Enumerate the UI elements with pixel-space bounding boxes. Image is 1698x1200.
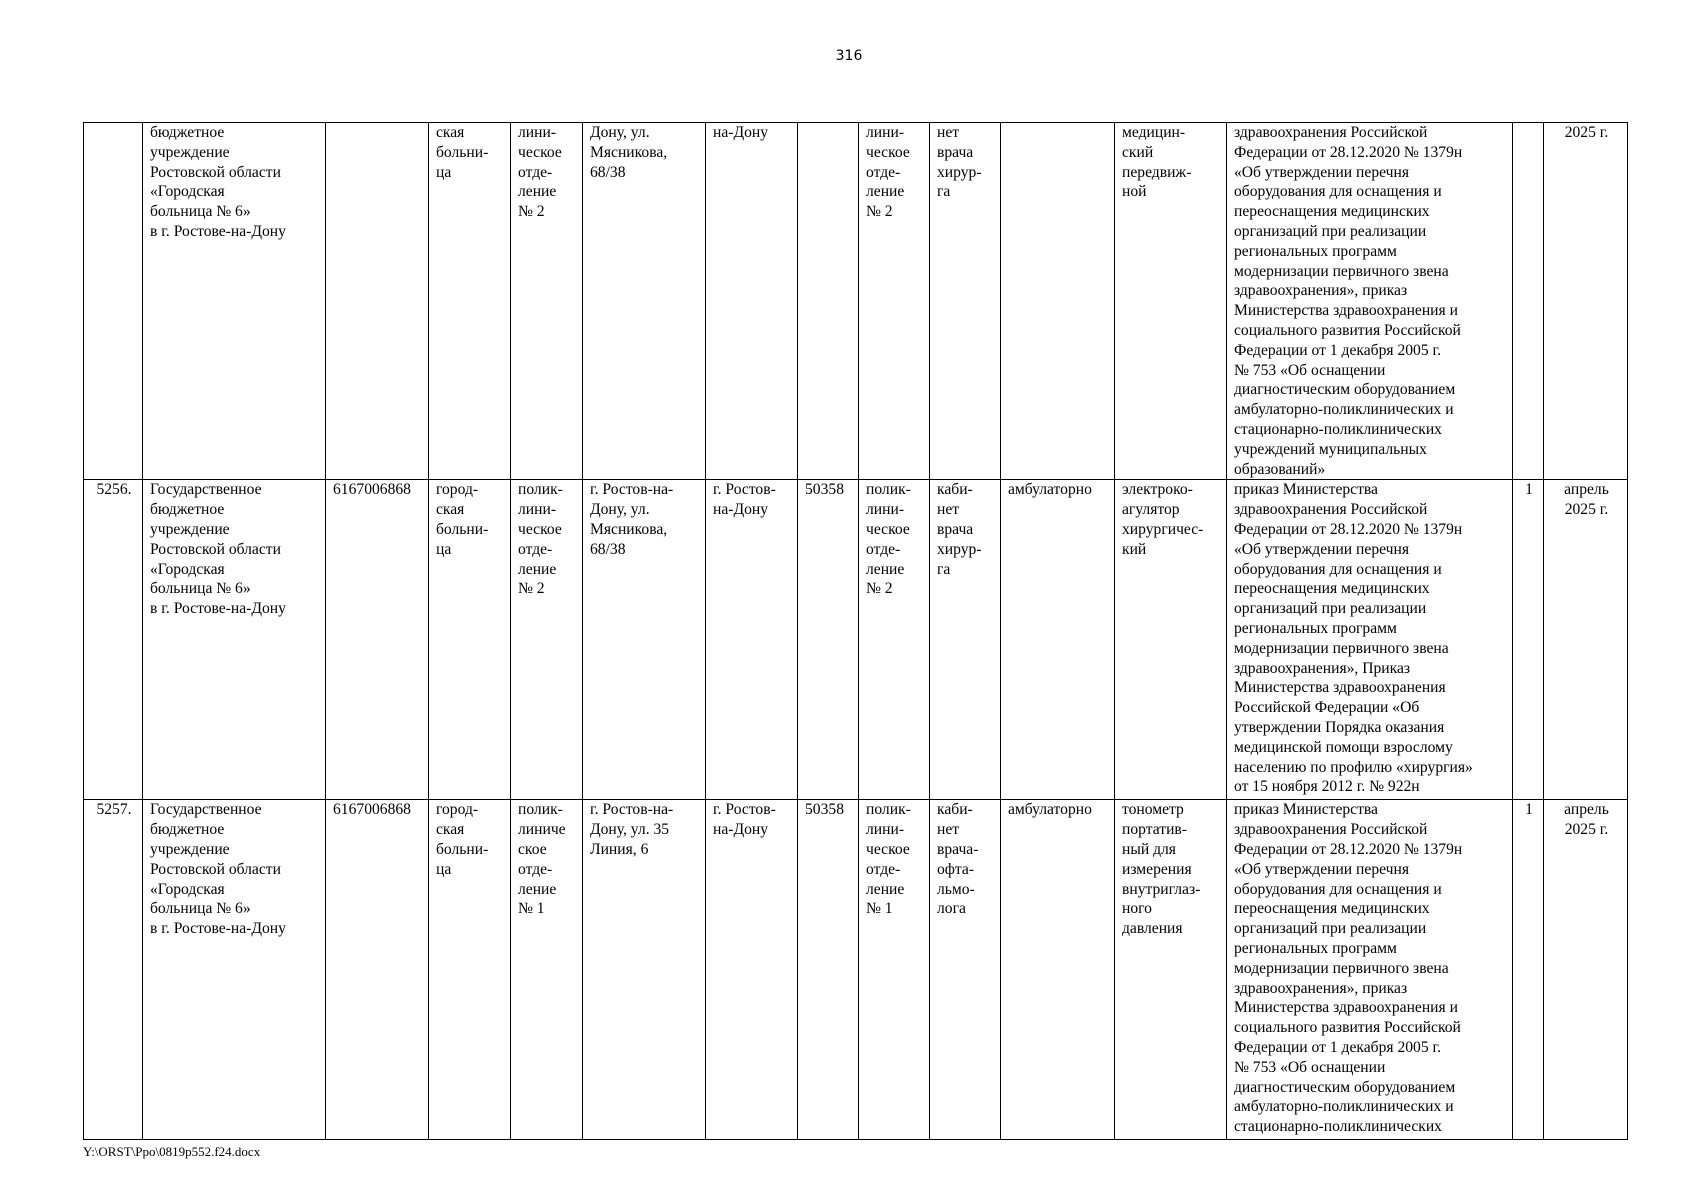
equipment-table — [83, 122, 1628, 1140]
code-cell: 50358 — [798, 480, 859, 800]
care-type-cell — [1001, 123, 1115, 480]
facility-type-cell: город- ская больни- ца — [429, 480, 511, 800]
facility-type-cell: город- ская больни- ца — [429, 800, 511, 1140]
quantity-cell: 1 — [1513, 480, 1544, 800]
equipment-cell: тонометр портатив- ный для измерения внутриглаз- ного давления — [1115, 800, 1227, 1140]
table-row — [84, 800, 1628, 1140]
city-cell: на-Дону — [706, 123, 798, 480]
file-path-footer: Y:\ORST\Ppo\0819p552.f24.docx — [83, 1144, 261, 1159]
quantity-cell — [1513, 123, 1544, 480]
inn-cell: 6167006868 — [326, 800, 429, 1140]
unit-cell: лини- ческое отде- ление № 2 — [859, 123, 930, 480]
address-cell: Дону, ул. Мясникова, 68/38 — [583, 123, 706, 480]
equipment-cell: электроко- агулятор хирургичес- кий — [1115, 480, 1227, 800]
table-row — [84, 123, 1628, 480]
table-row — [84, 480, 1628, 800]
care-type-cell: амбулаторно — [1001, 800, 1115, 1140]
department-cell: полик- лини- ческое отде- ление № 2 — [511, 480, 583, 800]
date-cell: апрель 2025 г. — [1544, 800, 1628, 1140]
row-number-cell: 5256. — [84, 480, 143, 800]
unit-cell: полик- лини- ческое отде- ление № 2 — [859, 480, 930, 800]
address-cell: г. Ростов-на- Дону, ул. Мясникова, 68/38 — [583, 480, 706, 800]
legal-basis-cell: приказ Министерства здравоохранения Российской Федерации от 28.12.2020 № 1379н «Об утверждении перечня оборудования для оснащения и переоснащения медицинских организаций при реализации региональных программ модернизации первичного звена здравоохранения», Приказ Министерства здравоохранения Российской Федерации «Об утверждении Порядка оказания медицинской помощи взрослому населению по профилю «хирургия» от 15 ноября 2012 г. № 922н — [1227, 480, 1513, 800]
legal-basis-cell: здравоохранения Российской Федерации от 28.12.2020 № 1379н «Об утверждении перечня оборудования для оснащения и переоснащения медицинских организаций при реализации региональных программ модернизации первичного звена здравоохранения», приказ Министерства здравоохранения и социального развития Российской Федерации от 1 декабря 2005 г. № 753 «Об оснащении диагностическим оборудованием амбулаторно-поликлинических и стационарно-поликлинических учреждений муниципальных образований» — [1227, 123, 1513, 480]
code-cell: 50358 — [798, 800, 859, 1140]
room-cell: каби- нет врача хирур- га — [930, 480, 1001, 800]
department-cell: лини- ческое отде- ление № 2 — [511, 123, 583, 480]
date-cell: 2025 г. — [1544, 123, 1628, 480]
inn-cell — [326, 123, 429, 480]
date-cell: апрель 2025 г. — [1544, 480, 1628, 800]
code-cell — [798, 123, 859, 480]
page-number: 316 — [835, 48, 863, 64]
organization-cell: Государственное бюджетное учреждение Ростовской области «Городская больница № 6» в г. Ростове-на-Дону — [143, 800, 326, 1140]
legal-basis-cell: приказ Министерства здравоохранения Российской Федерации от 28.12.2020 № 1379н «Об утверждении перечня оборудования для оснащения и переоснащения медицинских организаций при реализации региональных программ модернизации первичного звена здравоохранения», приказ Министерства здравоохранения и социального развития Российской Федерации от 1 декабря 2005 г. № 753 «Об оснащении диагностическим оборудованием амбулаторно-поликлинических и стационарно-поликлинических — [1227, 800, 1513, 1140]
address-cell: г. Ростов-на- Дону, ул. 35 Линия, 6 — [583, 800, 706, 1140]
row-number-cell — [84, 123, 143, 480]
inn-cell: 6167006868 — [326, 480, 429, 800]
organization-cell: Государственное бюджетное учреждение Ростовской области «Городская больница № 6» в г. Ростове-на-Дону — [143, 480, 326, 800]
unit-cell: полик- лини- ческое отде- ление № 1 — [859, 800, 930, 1140]
department-cell: полик- линиче ское отде- ление № 1 — [511, 800, 583, 1140]
room-cell: нет врача хирур- га — [930, 123, 1001, 480]
city-cell: г. Ростов- на-Дону — [706, 480, 798, 800]
equipment-cell: медицин- ский передвиж- ной — [1115, 123, 1227, 480]
facility-type-cell: ская больни- ца — [429, 123, 511, 480]
row-number-cell: 5257. — [84, 800, 143, 1140]
quantity-cell: 1 — [1513, 800, 1544, 1140]
room-cell: каби- нет врача- офта- льмо- лога — [930, 800, 1001, 1140]
city-cell: г. Ростов- на-Дону — [706, 800, 798, 1140]
care-type-cell: амбулаторно — [1001, 480, 1115, 800]
organization-cell: бюджетное учреждение Ростовской области «Городская больница № 6» в г. Ростове-на-Дону — [143, 123, 326, 480]
